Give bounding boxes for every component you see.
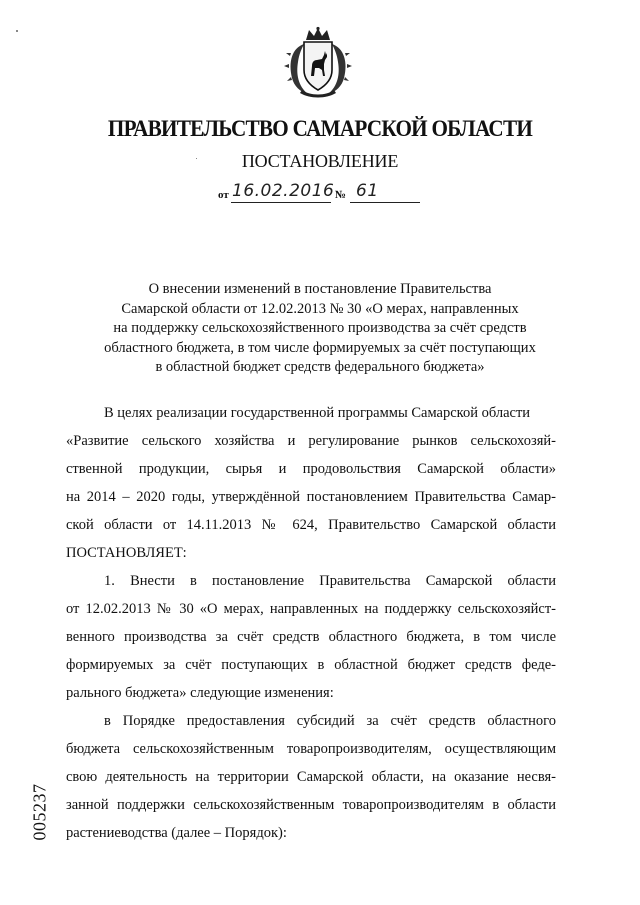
body-line: от 12.02.2013 № 30 «О мерах, направленных на поддержку сельскохозяйст-	[66, 601, 556, 617]
date-prefix: от	[218, 189, 229, 201]
coat-of-arms-icon	[284, 26, 352, 98]
subject-line: областного бюджета, в том числе формируемых за счёт поступающих	[104, 339, 536, 356]
number-value: 61	[356, 181, 379, 201]
body-line: растениеводства (далее – Порядок):	[66, 825, 287, 841]
body-line: ской области от 14.11.2013 № 624, Правительство Самарской области	[66, 517, 556, 533]
body-line: в Порядке предоставления субсидий за счёт средств областного	[104, 713, 556, 729]
margin-stamp	[30, 772, 50, 852]
date-underline	[231, 202, 331, 203]
scan-speck	[196, 158, 197, 159]
document-type: ПОСТАНОВЛЕНИЕ	[241, 151, 399, 171]
body-line: В целях реализации государственной программы Самарской области	[104, 405, 531, 421]
body-line: свою деятельность на территории Самарской области, на оказание несвя-	[66, 769, 556, 785]
body-line: занной поддержки сельскохозяйственным товаропроизводителям в области	[66, 797, 556, 813]
body-line: рального бюджета» следующие изменения:	[66, 685, 334, 701]
date-value: 16.02.2016	[232, 181, 335, 201]
body-line: на 2014 – 2020 годы, утверждённой постановлением Правительства Самар-	[66, 489, 556, 505]
body-line: формируемых за счёт поступающих в областной бюджет средств феде-	[66, 657, 556, 673]
subject-line: О внесении изменений в постановление Правительства	[148, 281, 492, 297]
body-line: ПОСТАНОВЛЯЕТ:	[66, 545, 187, 561]
body-line: 1. Внести в постановление Правительства Самарской области	[104, 573, 556, 589]
body-line: «Развитие сельского хозяйства и регулирование рынков сельскохозяй-	[66, 433, 556, 449]
government-title: ПРАВИТЕЛЬСТВО САМАРСКОЙ ОБЛАСТИ	[107, 116, 533, 141]
body-line: бюджета сельскохозяйственным товаропроизводителям, осуществляющим	[66, 741, 556, 757]
subject-line: Самарской области от 12.02.2013 № 30 «О мерах, направленных	[121, 300, 519, 317]
subject-line: в областной бюджет средств федерального бюджета»	[155, 359, 485, 375]
margin-stamp-number: 005237	[29, 783, 50, 841]
number-prefix: №	[335, 189, 347, 201]
document-subject	[70, 280, 570, 378]
scan-speck	[16, 30, 18, 32]
body-line: венного производства за счёт средств областного бюджета, в том числе	[66, 629, 556, 645]
subject-line: на поддержку сельскохозяйственного производства за счёт средств	[113, 320, 527, 336]
body-line: ственной продукции, сырья и продовольствия Самарской области»	[66, 461, 556, 477]
number-underline	[350, 202, 420, 203]
